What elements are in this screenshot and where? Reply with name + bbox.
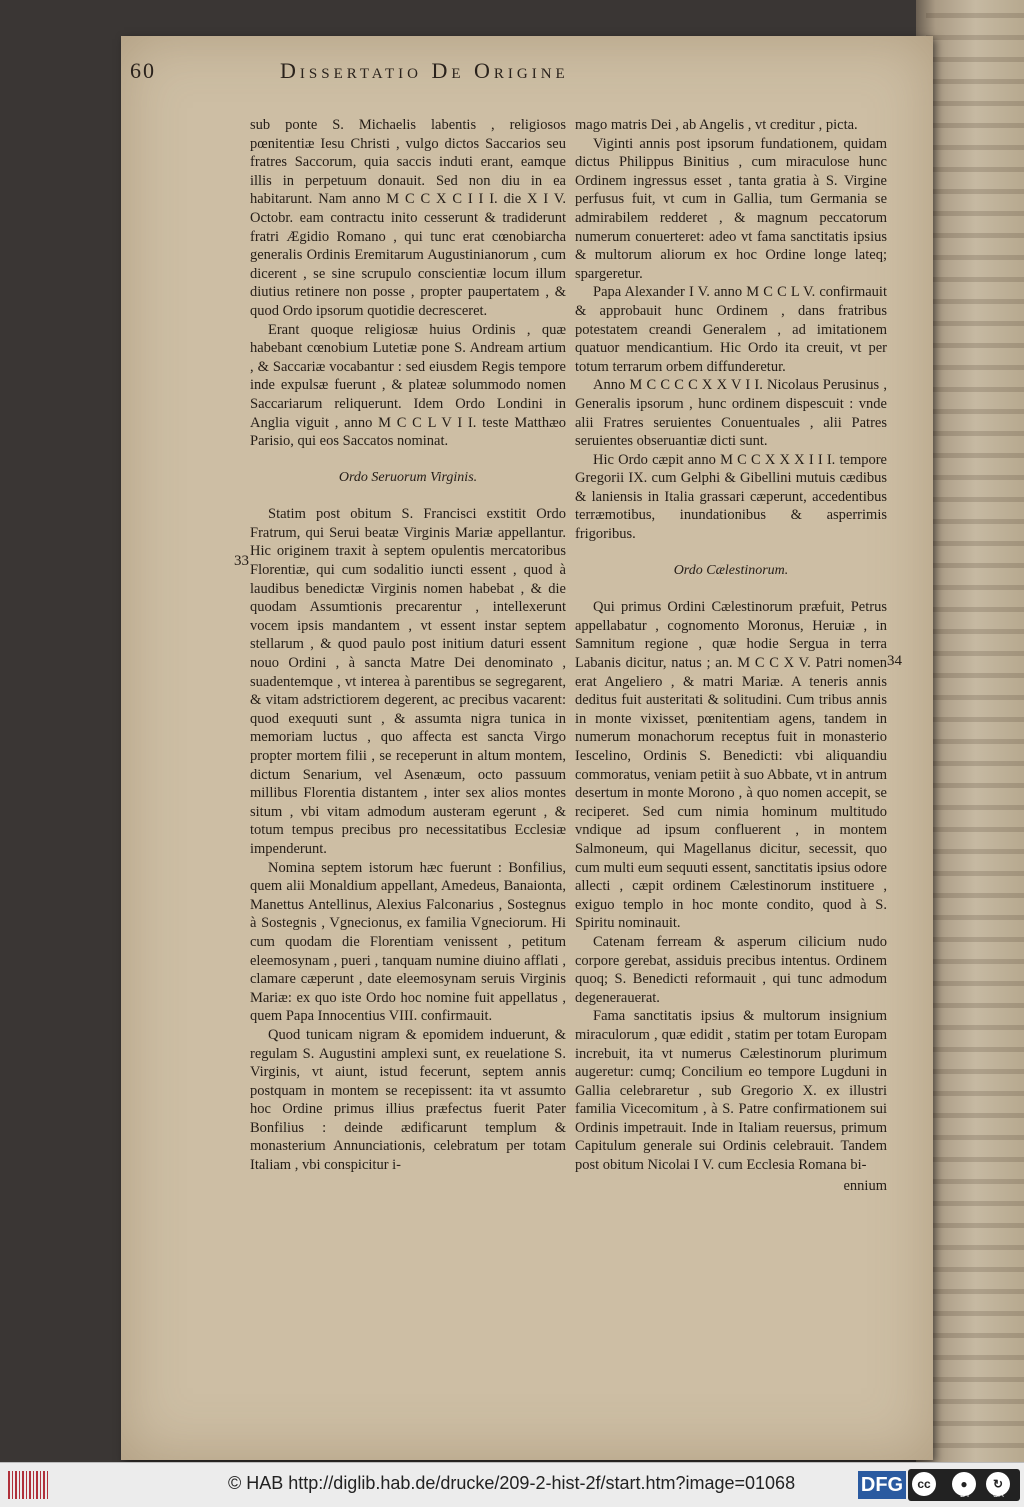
paragraph: Fama sanctitatis ipsius & multorum insignium miraculorum , quæ edidit , statim per totam Europam increbuit, ita vt numerus Cælestinorum plurimum augeretur: cumq; Concilium eo tempore Lugduni in Gallia celebraretur , sub Gregorio X. ex illustri familia Vicecomitum , à S. Patre confirmationem sui Ordinis impetrauit. Inde in Italiam reuersus, primum Capitulum generale sui Ordinis celebrauit. Tandem post obitum Nicolai I V. cum Ecclesia Romana bi-	[575, 1008, 887, 1174]
footer-bar	[0, 1462, 1024, 1507]
adjacent-page-show-through	[926, 0, 1024, 1462]
copyright-link[interactable]: © HAB http://diglib.hab.de/drucke/209-2-hist-2f/start.htm?image=01068	[228, 1473, 796, 1493]
page-header	[130, 58, 730, 88]
paragraph: Anno M C C C C X X V I I. Nicolaus Perusinus , Generalis ipsorum , hunc ordinem dispescuit : vnde alii Fratres seruientes Conuentuales , alii Patres seruientes obseruantiæ dicti sunt.	[575, 377, 887, 450]
catchword: ennium	[843, 1177, 887, 1194]
share-alike-icon: ↻	[986, 1472, 1010, 1496]
paragraph: Viginti annis post ipsorum fundationem, quidam dictus Philippus Binitius , cum miraculose hunc Ordinem ingressus esset , tanta gratia à S. Virgine perfusus fuit, vt cum in Gallia, tum Germania se admirabilem redderet , & magnum peccatorum numerum conuerteret: adeo vt fama sanctitatis ipsius & multorum aliorum ex hoc Ordine longe lateq; spargeretur.	[575, 135, 887, 282]
paragraph: mago matris Dei , ab Angelis , vt creditur , picta.	[575, 117, 858, 133]
paragraph: Hic Ordo cæpit anno M C C X X X I I I. tempore Gregorii IX. cum Gelphi & Gibellini mutuis cædibus & laniensis in Italia grassari cæperunt, accedentibus terræmotibus, inundationibus & asperrimis frigoribus.	[575, 451, 887, 543]
section-heading: Ordo Seruorum Virginis.	[338, 469, 478, 485]
page-number: 60	[130, 58, 156, 83]
paragraph: Erant quoque religiosæ huius Ordinis , quæ habebant cœnobium Lutetiæ pone S. Andream artium , & Saccariæ vocabantur : sed eiusdem Regis tempore inde expulsæ fuerunt , & plateæ solummodo nomen Saccariarum reliquerunt. Idem Ordo Londini in Anglia viguit , anno M C C L V I I. teste Matthæo Parisio, qui eos Saccatos nominat.	[250, 321, 566, 450]
person-icon: ●	[952, 1472, 976, 1496]
margin-number-33: 33	[234, 553, 249, 569]
creative-commons-badge[interactable]	[908, 1469, 1020, 1501]
running-head: Dissertatio De Origine	[280, 58, 569, 83]
hab-barcode-logo-icon[interactable]	[8, 1471, 48, 1499]
paragraph: Statim post obitum S. Francisci exstitit Ordo Fratrum, qui Serui beatæ Virginis Mariæ appellantur. Hic originem traxit à septem opulentis mercatoribus Florentiæ, qui cum sodalitio iuncti essent , quod à laudibus benedictæ Virginis nomen habebat , & die quodam Assumtionis precarentur , intellexerunt vocem ipsis mandantem , vt essent instar septem stellarum , & quod paulo post initium daturi essent nouo Ordini , à sancta Matre Dei denominato , suadentemque , vt interea à parentibus se segregarent, & vitam adstrictiorem degerent, ac precibus vacarent: quod exequuti sunt , & assumta nigra tunica in memoriam luctus , quo affecta est sancta Virgo propter mortem filii , se receperunt in altum montem, dictum Senarium, vel Asenæum, octo passuum millibus Florentia distantem , inter sex alios montes situm , vbi vitam admodum austeram egerunt , & totum tempus precibus pro necessitatibus Ecclesiæ impenderunt.	[250, 506, 566, 857]
margin-number-34: 34	[887, 653, 902, 669]
paragraph: sub ponte S. Michaelis labentis , religiosos pœnitentiæ Iesu Christi , vulgo dictos Saccarios seu fratres Saccorum, quia saccis induti erant, eamque illis in perpetuum donauit. Sed non diu in ea habitarunt. Nam anno M C C X C I I I. die X I V. Octobr. eam contractu inito cesserunt & tradiderunt fratri Ægidio Romano , qui tunc erat cœnobiarcha generalis Ordinis Eremitarum Augustinianorum , cum dicerent , se sine scrupulo conscientiæ locum illum diutius retinere non posse , propter paupertatem , & quod Ordo ipsorum quotidie decresceret.	[250, 117, 566, 319]
paragraph: Catenam ferream & asperum cilicium nudo corpore gerebat, assiduis precibus intentus. Ordinem quoq; S. Benedicti reformauit , qui tunc admodum degenerauerat.	[575, 933, 887, 1006]
cc-by-label: BY	[960, 1490, 971, 1499]
cc-icon: cc	[912, 1472, 936, 1496]
section-heading: Ordo Cælestinorum.	[673, 562, 789, 578]
paragraph: Qui primus Ordini Cælestinorum præfuit, Petrus appellabatur , cognomento Moronus, Heruiæ , in Samnitum regione , quæ hodie Sergua in terra Labanis dicitur, natus ; an. M C C X V. Patri nomen erat Angeliero , & matri Mariæ. A teneris annis deditus fuit austeritati & solitudini. Cum tribus annis in monte vixisset, pœnitentiam agens, tandem in numerum monachorum receptus fuit in monasterio Iescelino, Ordinis S. Benedicti: vbi aliquandiu commoratus, veniam petiit à suo Abbate, vt in antrum desertum in monte Morono , à quo nomen accepit, se reciperet. Sed cum nimia hominum multitudo vndique ad ipsum confluerent , in montem Salmoneum, qui Magellanus dicitur, secessit, quo cum multi eum sequuti essent, sanctitatis ipsius odore allecti , cæpit ordinem Cælestinorum instituere , exiguo templo in hoc monte condito, quod à S. Spiritu nominauit.	[575, 599, 887, 932]
text-column-left	[250, 116, 566, 1175]
paragraph: Papa Alexander I V. anno M C C L V. confirmauit & approbauit hunc Ordinem , dans fratribus potestatem creandi Generalem , ad imitationem quatuor mendicantium. Hic Ordo ita creuit, vt per totum terrarum orbem diffunderetur.	[575, 284, 887, 375]
dfg-logo-icon[interactable]: DFG	[858, 1471, 906, 1499]
paragraph: Quod tunicam nigram & epomidem induerunt, & regulam S. Augustini amplexi sunt, ex reuelatione S. Virginis, vt aiunt, istud fecerunt, septem annis postquam in montem se recepissent: ita vt assumto hoc Ordine primus illius præfectus fuerit Pater Bonfilius : deinde ædificarunt templum & monasterium Annunciationis, celebratum per totam Italiam , vbi conspicitur i-	[250, 1026, 566, 1174]
paragraph: Nomina septem istorum hæc fuerunt : Bonfilius, quem alii Monaldium appellant, Amedeus, Banaionta, Manettus Antellinus, Alexius Falconarius , Sostegnus à Sostegnis , Vgnecionus, ex familia Vgneciorum. Hi cum quodam die Florentiam venissent , petitum eleemosynam , pueri , tanquam numine diuino afflati , clamare cæperunt , date eleemosynam seruis Virginis Mariæ: ex quo iste Ordo hoc nomine fuit appellatus , quem Papa Innocentius VIII. confirmauit.	[250, 859, 566, 1025]
cc-sa-label: SA	[993, 1490, 1004, 1499]
text-column-right	[575, 116, 887, 1195]
